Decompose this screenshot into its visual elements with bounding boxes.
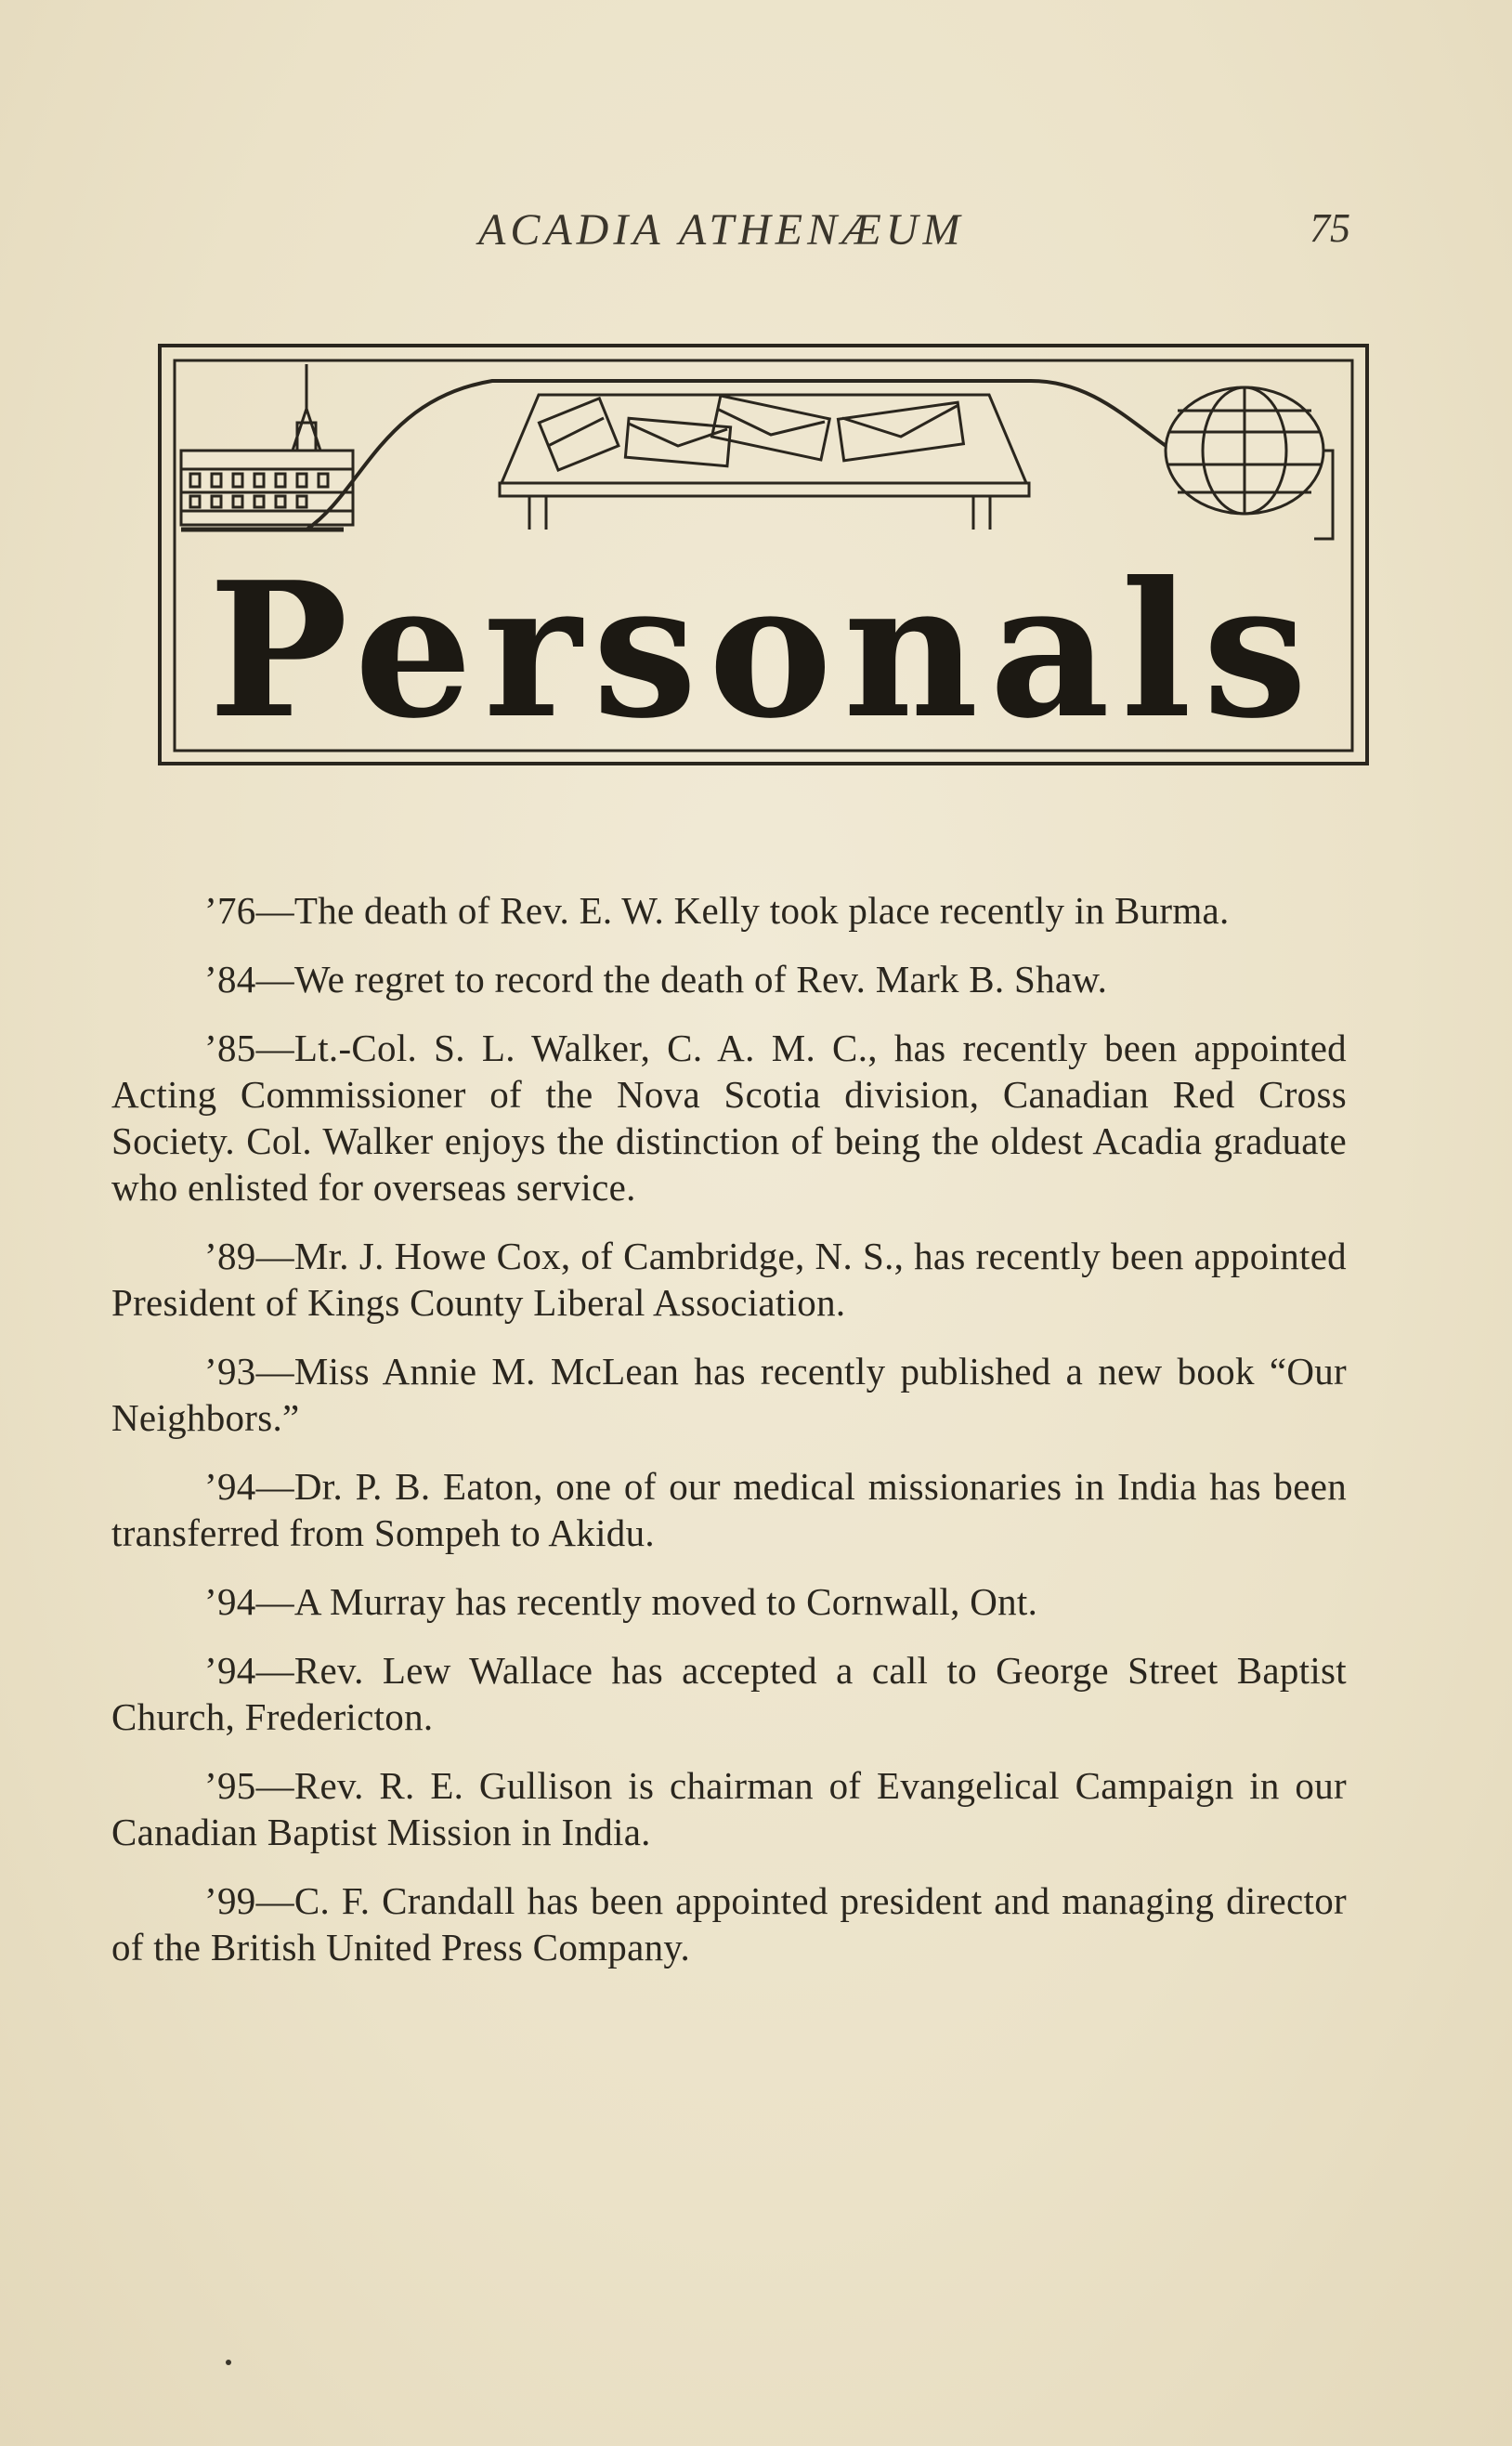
- page-number: 75: [1310, 205, 1350, 251]
- banner-title: Personals: [208, 542, 1319, 760]
- personal-entry: [111, 887, 1347, 934]
- globe-icon: [1166, 387, 1333, 539]
- personal-entry: [111, 1647, 1347, 1740]
- personal-entry: [111, 1762, 1347, 1855]
- entry-text: —Rev. Lew Wallace has accepted a call to George Street Baptist Church, Fredericton.: [111, 1649, 1347, 1738]
- entry-year: ’94: [204, 1649, 256, 1692]
- entry-year: ’89: [204, 1235, 256, 1277]
- entry-year: ’93: [204, 1350, 256, 1393]
- entry-text: —Lt.-Col. S. L. Walker, C. A. M. C., has recently been appointed Acting Commissioner of the Nova Scotia division, Canadian Red Cross Society. Col. Walker enjoys the distinction of being the oldest Acadia graduate who enlisted for overseas service.: [111, 1027, 1347, 1209]
- college-building-icon: [181, 364, 353, 530]
- personals-list: [111, 887, 1347, 1993]
- page-header: [0, 204, 1512, 269]
- entry-year: ’85: [204, 1027, 256, 1069]
- banner-illustration: [158, 344, 1370, 766]
- entry-year: ’76: [204, 889, 256, 932]
- entry-text: —The death of Rev. E. W. Kelly took place recently in Burma.: [255, 889, 1230, 932]
- entry-year: ’95: [204, 1764, 256, 1807]
- entry-text: —Dr. P. B. Eaton, one of our medical missionaries in India has been transferred from Sompeh to Akidu.: [111, 1465, 1347, 1554]
- personal-entry: [111, 1463, 1347, 1556]
- entry-year: ’84: [204, 958, 256, 1001]
- personal-entry: [111, 1233, 1347, 1326]
- ink-speck: [226, 2360, 231, 2365]
- personal-entry: [111, 1348, 1347, 1441]
- entry-year: ’94: [204, 1465, 256, 1508]
- running-title: ACADIA ATHENÆUM: [478, 205, 965, 255]
- desk-with-letters-icon: [500, 395, 1029, 530]
- entry-year: ’94: [204, 1580, 256, 1623]
- personals-banner: [158, 344, 1370, 766]
- personal-entry: [111, 956, 1347, 1002]
- entry-text: —Mr. J. Howe Cox, of Cambridge, N. S., has recently been appointed President of Kings County Liberal Association.: [111, 1235, 1347, 1324]
- entry-text: —Miss Annie M. McLean has recently published a new book “Our Neighbors.”: [111, 1350, 1347, 1439]
- entry-text: —We regret to record the death of Rev. Mark B. Shaw.: [255, 958, 1108, 1001]
- entry-year: ’99: [204, 1879, 256, 1922]
- personal-entry: [111, 1025, 1347, 1210]
- entry-text: —Rev. R. E. Gullison is chairman of Evangelical Campaign in our Canadian Baptist Mission in India.: [111, 1764, 1347, 1853]
- entry-text: —A Murray has recently moved to Cornwall, Ont.: [255, 1580, 1038, 1623]
- personal-entry: [111, 1578, 1347, 1625]
- personal-entry: [111, 1877, 1347, 1970]
- entry-text: —C. F. Crandall has been appointed president and managing director of the British United Press Company.: [111, 1879, 1347, 1969]
